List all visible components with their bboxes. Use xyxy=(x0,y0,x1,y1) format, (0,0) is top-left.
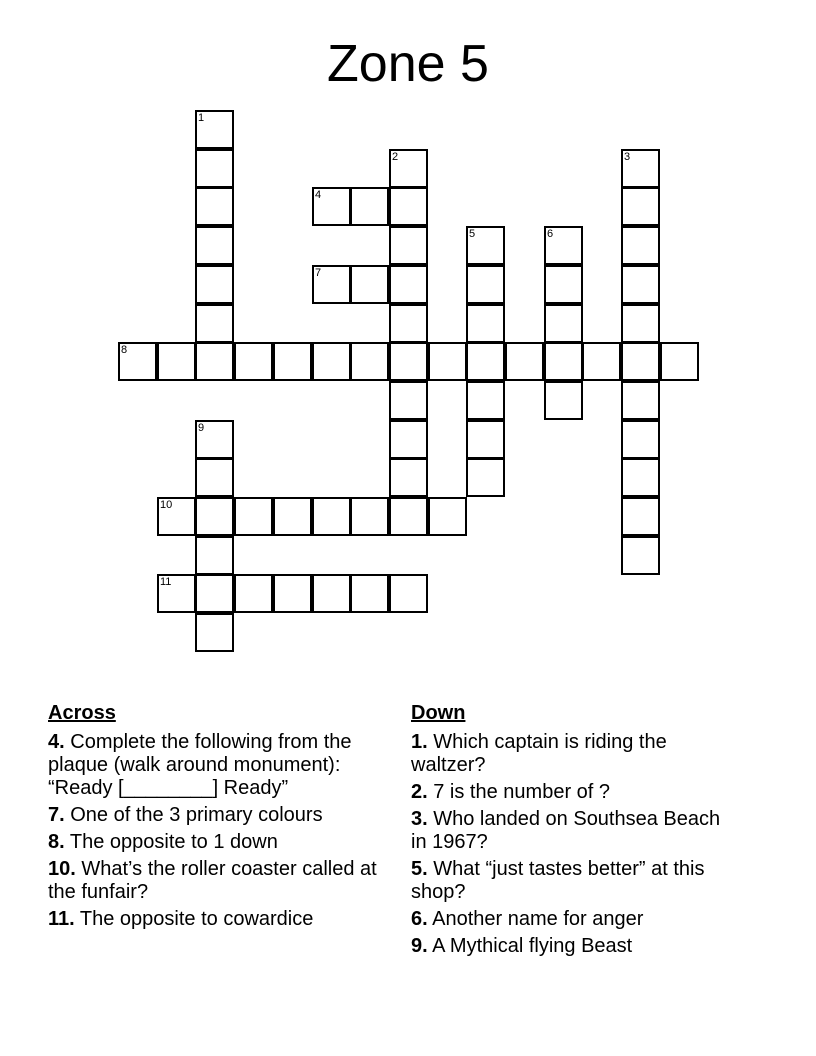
across-clues xyxy=(48,702,388,935)
clue-number-label: 1 xyxy=(198,112,205,124)
clue-text: What’s the roller coaster called at the funfair? xyxy=(48,858,377,903)
clue-across-4 xyxy=(48,731,388,800)
grid-cell[interactable] xyxy=(157,574,196,613)
clue-number: 7. xyxy=(48,804,65,826)
clue-text: The opposite to 1 down xyxy=(69,831,278,853)
clue-number-label: 4 xyxy=(315,189,322,201)
clue-number-label: 2 xyxy=(392,151,399,163)
down-clues xyxy=(411,702,741,962)
grid-cell[interactable] xyxy=(466,342,505,381)
grid-cell[interactable] xyxy=(621,304,660,343)
grid-cell[interactable] xyxy=(195,149,234,188)
grid-cell[interactable] xyxy=(234,497,273,536)
grid-cell[interactable] xyxy=(234,342,273,381)
grid-cell[interactable] xyxy=(195,265,234,304)
grid-cell[interactable] xyxy=(389,149,428,188)
puzzle-title: Zone 5 xyxy=(327,35,489,93)
grid-cell[interactable] xyxy=(389,381,428,420)
grid-cell[interactable] xyxy=(195,613,234,652)
clue-number-label: 11 xyxy=(160,576,172,588)
clue-down-3 xyxy=(411,808,741,854)
grid-cell[interactable] xyxy=(544,381,583,420)
grid-cell[interactable] xyxy=(466,226,505,265)
grid-cell[interactable] xyxy=(621,265,660,304)
clue-number-label: 7 xyxy=(315,267,322,279)
grid-cell[interactable] xyxy=(312,342,351,381)
grid-cell[interactable] xyxy=(621,149,660,188)
grid-cell[interactable] xyxy=(195,574,234,613)
grid-cell[interactable] xyxy=(466,420,505,459)
grid-cell[interactable] xyxy=(582,342,621,381)
clue-number-label: 8 xyxy=(121,344,128,356)
grid-cell[interactable] xyxy=(350,187,389,226)
grid-cell[interactable] xyxy=(621,536,660,575)
grid-cell[interactable] xyxy=(621,342,660,381)
clue-down-2 xyxy=(411,781,741,804)
clue-text: The opposite to cowardice xyxy=(79,908,314,930)
grid-cell[interactable] xyxy=(389,497,428,536)
grid-cell[interactable] xyxy=(118,342,157,381)
grid-cell[interactable] xyxy=(195,304,234,343)
clue-number: 11. xyxy=(48,908,75,930)
clue-down-5 xyxy=(411,858,741,904)
grid-cell[interactable] xyxy=(350,342,389,381)
clue-number: 10. xyxy=(48,858,76,880)
grid-cell[interactable] xyxy=(389,226,428,265)
grid-cell[interactable] xyxy=(505,342,544,381)
across-heading: Across xyxy=(48,702,116,724)
grid-cell[interactable] xyxy=(312,187,351,226)
clue-text: Which captain is riding the waltzer? xyxy=(411,731,667,776)
clue-number-label: 10 xyxy=(160,499,173,511)
grid-cell[interactable] xyxy=(195,226,234,265)
grid-cell[interactable] xyxy=(544,265,583,304)
grid-cell[interactable] xyxy=(466,265,505,304)
clue-text: What “just tastes better” at this shop? xyxy=(411,858,705,903)
clue-number: 2. xyxy=(411,781,428,803)
grid-cell[interactable] xyxy=(389,304,428,343)
clue-number: 3. xyxy=(411,808,428,830)
grid-cell[interactable] xyxy=(195,342,234,381)
grid-cell[interactable] xyxy=(312,497,351,536)
grid-cell[interactable] xyxy=(389,187,428,226)
grid-cell[interactable] xyxy=(350,497,389,536)
grid-cell[interactable] xyxy=(466,381,505,420)
grid-cell[interactable] xyxy=(389,574,428,613)
grid-cell[interactable] xyxy=(350,574,389,613)
grid-cell[interactable] xyxy=(273,497,312,536)
grid-cell[interactable] xyxy=(428,342,467,381)
grid-cell[interactable] xyxy=(389,420,428,459)
clue-number: 9. xyxy=(411,935,428,957)
grid-cell[interactable] xyxy=(621,497,660,536)
clue-number: 4. xyxy=(48,731,65,753)
down-heading: Down xyxy=(411,702,466,724)
grid-cell[interactable] xyxy=(544,226,583,265)
grid-cell[interactable] xyxy=(195,420,234,459)
clue-down-6 xyxy=(411,908,741,931)
grid-cell[interactable] xyxy=(544,304,583,343)
grid-cell[interactable] xyxy=(389,265,428,304)
clue-text: One of the 3 primary colours xyxy=(70,804,323,826)
grid-cell[interactable] xyxy=(312,265,351,304)
grid-cell[interactable] xyxy=(157,342,196,381)
clue-number: 1. xyxy=(411,731,428,753)
clue-text: Who landed on Southsea Beach in 1967? xyxy=(411,808,721,853)
grid-cell[interactable] xyxy=(621,226,660,265)
clue-text: Another name for anger xyxy=(432,908,644,930)
grid-cell[interactable] xyxy=(621,187,660,226)
grid-cell[interactable] xyxy=(195,110,234,149)
clue-number-label: 3 xyxy=(624,151,631,163)
clue-text: 7 is the number of ? xyxy=(433,781,611,803)
clue-text: Complete the following from the plaque (walk around monument): “Ready [________] Ready” xyxy=(48,731,352,799)
grid-cell[interactable] xyxy=(389,342,428,381)
grid-cell[interactable] xyxy=(350,265,389,304)
clue-number: 8. xyxy=(48,831,65,853)
clue-across-8 xyxy=(48,831,388,854)
grid-cell[interactable] xyxy=(466,304,505,343)
clue-number: 6. xyxy=(411,908,428,930)
grid-cell[interactable] xyxy=(660,342,699,381)
grid-cell[interactable] xyxy=(195,458,234,497)
clue-down-1 xyxy=(411,731,741,777)
grid-cell[interactable] xyxy=(466,458,505,497)
clue-across-10 xyxy=(48,858,388,904)
grid-cell[interactable] xyxy=(621,458,660,497)
grid-cell[interactable] xyxy=(389,458,428,497)
grid-cell[interactable] xyxy=(195,536,234,575)
clue-across-11 xyxy=(48,908,388,931)
clue-text: A Mythical flying Beast xyxy=(432,935,633,957)
grid-cell[interactable] xyxy=(195,497,234,536)
grid-cell[interactable] xyxy=(195,187,234,226)
grid-cell[interactable] xyxy=(157,497,196,536)
clue-number: 5. xyxy=(411,858,428,880)
clue-number-label: 5 xyxy=(469,228,476,240)
clue-number-label: 6 xyxy=(547,228,554,240)
clue-down-9 xyxy=(411,935,741,958)
clue-across-7 xyxy=(48,804,388,827)
grid-cell[interactable] xyxy=(621,420,660,459)
grid-cell[interactable] xyxy=(273,574,312,613)
grid-cell[interactable] xyxy=(234,574,273,613)
grid-cell[interactable] xyxy=(621,381,660,420)
grid-cell[interactable] xyxy=(544,342,583,381)
grid-cell[interactable] xyxy=(428,497,467,536)
clue-number-label: 9 xyxy=(198,422,205,434)
grid-cell[interactable] xyxy=(312,574,351,613)
grid-cell[interactable] xyxy=(273,342,312,381)
